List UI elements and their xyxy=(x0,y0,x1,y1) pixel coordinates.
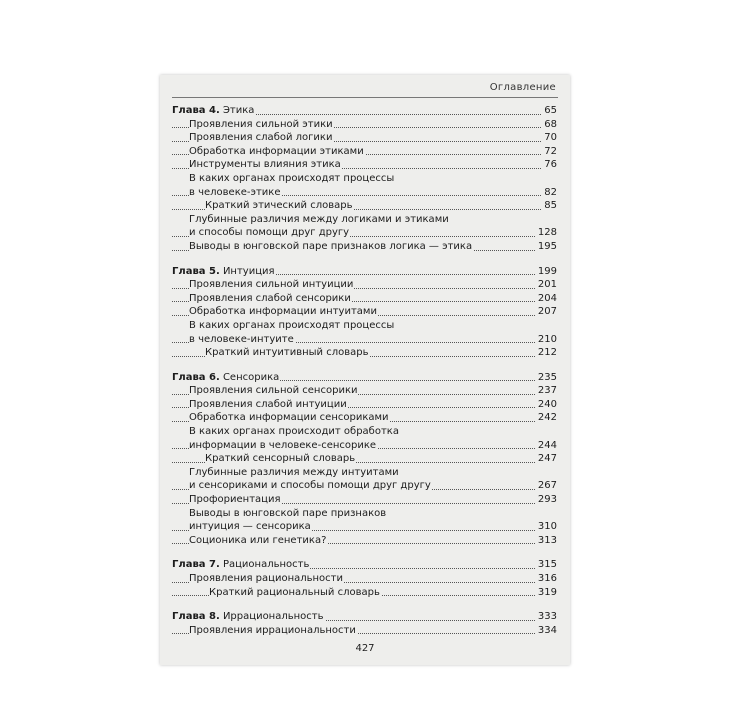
entry-title: Обработка информации этиками xyxy=(189,145,364,157)
entry-page-number: 313 xyxy=(537,534,557,546)
chapter-title: Рациональность xyxy=(222,559,310,571)
entry-title: Проявления сильной этики xyxy=(189,118,333,130)
entry-page-number: 244 xyxy=(537,439,557,451)
entry-page-number: 207 xyxy=(537,306,557,318)
chapter-label xyxy=(172,558,310,572)
entry-title: Краткий интуитивный словарь xyxy=(205,347,369,359)
toc-entry-row[interactable] xyxy=(172,213,557,227)
entry-page-number: 201 xyxy=(537,279,557,291)
entry-page-number: 76 xyxy=(544,159,557,171)
chapter-number: Глава 4. xyxy=(172,105,220,116)
toc-entry-row[interactable] xyxy=(172,411,557,425)
toc-entry-row[interactable] xyxy=(172,278,557,292)
entry-title: Глубинные различия между логиками и этиками xyxy=(189,213,449,225)
chapter-label xyxy=(172,610,325,624)
chapter-title: Сенсорика xyxy=(222,371,280,383)
entry-title: в человеке-интуите xyxy=(189,333,294,345)
running-header: Оглавление xyxy=(489,82,556,93)
chapter-page-number: 333 xyxy=(537,611,557,623)
entry-page-number: 210 xyxy=(537,333,557,345)
toc-entry-row[interactable] xyxy=(172,186,557,200)
toc-entry-row[interactable] xyxy=(172,346,557,360)
toc-entry-row[interactable] xyxy=(172,145,557,159)
entry-page-number: 247 xyxy=(537,453,557,465)
entry-page-number: 212 xyxy=(537,347,557,359)
entry-title: и сенсориками и способы помощи друг другу xyxy=(189,480,431,492)
entry-title: Проявления слабой логики xyxy=(189,132,333,144)
chapter-page-number: 65 xyxy=(544,105,557,116)
entry-title: Обработка информации сенсориками xyxy=(189,412,389,424)
section-gap xyxy=(172,599,557,610)
entry-title: Инструменты влияния этика xyxy=(189,159,341,171)
entry-page-number: 334 xyxy=(537,624,557,636)
section-gap xyxy=(172,547,557,558)
entry-title: в человеке-этике xyxy=(189,186,281,198)
chapter-page-number: 199 xyxy=(537,265,557,277)
chapter-number: Глава 8. xyxy=(172,611,220,623)
entry-title: Проявления слабой интуиции xyxy=(189,398,347,410)
entry-title: Обработка информации интуитами xyxy=(189,306,377,318)
entry-page-number: 128 xyxy=(537,227,557,239)
page-number: 427 xyxy=(355,643,375,654)
table-of-contents xyxy=(172,104,557,637)
entry-page-number: 70 xyxy=(544,132,557,144)
entry-title: Краткий рациональный словарь xyxy=(209,586,380,598)
entry-page-number: 204 xyxy=(537,292,557,304)
chapter-label xyxy=(172,371,280,385)
entry-title: Глубинные различия между интуитами xyxy=(189,466,399,478)
toc-chapter-row[interactable] xyxy=(172,265,557,279)
entry-title: Соционика или генетика? xyxy=(189,534,327,546)
toc-chapter-row[interactable] xyxy=(172,610,557,624)
toc-entry-row[interactable] xyxy=(172,466,557,480)
chapter-title: Иррациональность xyxy=(222,611,324,623)
toc-entry-row[interactable] xyxy=(172,572,557,586)
chapter-label xyxy=(172,104,255,118)
toc-entry-row[interactable] xyxy=(172,452,557,466)
entry-page-number: 319 xyxy=(537,586,557,598)
chapter-number: Глава 6. xyxy=(172,371,220,383)
toc-entry-row[interactable] xyxy=(172,333,557,347)
toc-entry-row[interactable] xyxy=(172,398,557,412)
toc-entry-row[interactable] xyxy=(172,118,557,132)
entry-page-number: 85 xyxy=(544,200,557,212)
entry-page-number: 293 xyxy=(537,494,557,506)
entry-title: Проявления рациональности xyxy=(189,573,343,584)
entry-page-number: 82 xyxy=(544,186,557,198)
header-rule xyxy=(172,97,558,98)
entry-page-number: 237 xyxy=(537,385,557,397)
entry-page-number: 68 xyxy=(544,118,557,130)
toc-entry-row[interactable] xyxy=(172,240,557,254)
entry-title: и способы помощи друг другу xyxy=(189,227,350,239)
entry-title: Краткий сенсорный словарь xyxy=(205,453,356,465)
toc-entry-row[interactable] xyxy=(172,172,557,186)
entry-title: информации в человеке-сенсорике xyxy=(189,439,377,451)
toc-entry-row[interactable] xyxy=(172,305,557,319)
toc-entry-row[interactable] xyxy=(172,479,557,493)
toc-entry-row[interactable] xyxy=(172,520,557,534)
chapter-number: Глава 5. xyxy=(172,265,220,277)
chapter-number: Глава 7. xyxy=(172,559,220,571)
entry-title: Проявления слабой сенсорики xyxy=(189,292,351,304)
chapter-page-number: 235 xyxy=(537,371,557,383)
entry-title: Краткий этический словарь xyxy=(205,200,353,212)
toc-chapter-row[interactable] xyxy=(172,558,557,572)
chapter-label xyxy=(172,265,276,279)
toc-chapter-row[interactable] xyxy=(172,371,557,385)
toc-entry-row[interactable] xyxy=(172,292,557,306)
toc-entry-row[interactable] xyxy=(172,384,557,398)
entry-title: Профориентация xyxy=(189,494,281,506)
entry-page-number: 267 xyxy=(537,480,557,492)
book-page xyxy=(160,75,570,665)
section-gap xyxy=(172,254,557,265)
entry-title: В каких органах происходит обработка xyxy=(189,426,399,438)
entry-page-number: 316 xyxy=(537,573,557,584)
entry-page-number: 310 xyxy=(537,521,557,533)
toc-entry-row[interactable] xyxy=(172,439,557,453)
entry-title: В каких органах происходят процессы xyxy=(189,172,395,184)
entry-page-number: 240 xyxy=(537,398,557,410)
chapter-title: Интуиция xyxy=(222,265,275,277)
toc-entry-row[interactable] xyxy=(172,624,557,638)
chapter-page-number: 315 xyxy=(537,559,557,571)
toc-entry-row[interactable] xyxy=(172,507,557,521)
entry-title: Выводы в юнговской паре признаков логика — этика xyxy=(189,240,473,252)
toc-entry-row[interactable] xyxy=(172,425,557,439)
entry-title: В каких органах происходят процессы xyxy=(189,319,395,331)
toc-entry-row[interactable] xyxy=(172,131,557,145)
toc-entry-row[interactable] xyxy=(172,493,557,507)
entry-title: Проявления иррациональности xyxy=(189,624,356,636)
toc-entry-row[interactable] xyxy=(172,199,557,213)
toc-chapter-row[interactable] xyxy=(172,104,557,118)
entry-title: Проявления сильной сенсорики xyxy=(189,385,358,397)
entry-page-number: 72 xyxy=(544,145,557,157)
toc-entry-row[interactable] xyxy=(172,226,557,240)
toc-entry-row[interactable] xyxy=(172,319,557,333)
chapter-title: Этика xyxy=(222,105,255,116)
section-gap xyxy=(172,360,557,371)
toc-entry-row[interactable] xyxy=(172,586,557,600)
entry-title: Проявления сильной интуиции xyxy=(189,279,354,291)
entry-page-number: 242 xyxy=(537,412,557,424)
toc-entry-row[interactable] xyxy=(172,534,557,548)
toc-entry-row[interactable] xyxy=(172,158,557,172)
entry-page-number: 195 xyxy=(537,240,557,252)
entry-title: интуиция — сенсорика xyxy=(189,521,311,533)
entry-title: Выводы в юнговской паре признаков xyxy=(189,507,387,519)
